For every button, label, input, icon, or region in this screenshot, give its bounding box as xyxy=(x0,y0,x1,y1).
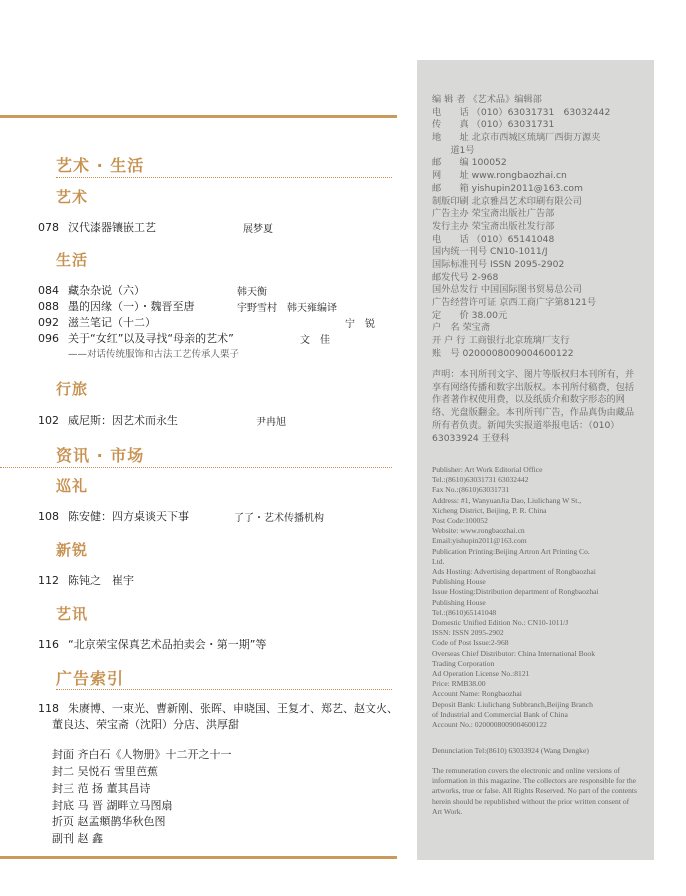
section-sub-life: 生活 xyxy=(56,251,89,269)
info-line-en: Issue Hosting:Distribution department of Rongbaozhai xyxy=(432,587,599,597)
info-line: 定 价 38.00元 xyxy=(432,309,508,321)
info-line-en: Ltd. xyxy=(432,556,445,566)
info-line: 传 真 （010）63031731 xyxy=(432,119,555,131)
info-line: 制版印刷 北京雅昌艺术印刷有限公司 xyxy=(432,195,582,207)
toc-title: 墨的因缘（一）・魏晋至唐 xyxy=(68,300,195,313)
info-line-en: Price: RMB38.00 xyxy=(432,679,486,689)
toc-title: 陈安健：四方桌谈天下事 xyxy=(68,510,189,523)
toc-entry[interactable] xyxy=(38,330,234,346)
info-line: 账 号 0200008009004600122 xyxy=(432,347,574,359)
publication-info-cn xyxy=(432,94,610,360)
section-sub-art: 艺术 xyxy=(56,188,89,206)
info-line-en: Xicheng District, Beijing, P. R. China xyxy=(432,505,547,515)
info-line-en: Publishing House xyxy=(432,597,486,607)
toc-entry[interactable] xyxy=(38,412,178,428)
cover-credit: 副刊 赵 鑫 xyxy=(52,832,103,845)
info-line-en: Account Name: Rongbaozhai xyxy=(432,689,522,699)
toc-subtitle: ——对话传统服饰和古法工艺传承人栗子 xyxy=(68,349,240,360)
toc-page: 108 xyxy=(38,510,59,523)
toc-author: 展梦夏 xyxy=(243,224,273,235)
info-line-en: Email:yishupin2011@163.com xyxy=(432,536,527,546)
info-line: 道1号 xyxy=(432,144,475,156)
toc-entry[interactable] xyxy=(38,508,189,524)
info-line: 广告经营许可证 京西工商广字第8121号 xyxy=(432,297,597,308)
cover-credit: 封面 齐白石《人物册》十二开之十一 xyxy=(52,748,232,761)
info-line: 国际标准刊号 ISSN 2095-2902 xyxy=(432,258,565,270)
toc-entry[interactable] xyxy=(38,636,266,652)
bottom-rule xyxy=(0,856,397,859)
info-line: 邮发代号 2-968 xyxy=(432,271,499,283)
info-line-en: ISSN: ISSN 2095-2902 xyxy=(432,628,504,638)
info-line: 国外总发行 中国国际图书贸易总公司 xyxy=(432,284,582,296)
info-line-en: Account No.: 0200008009004600122 xyxy=(432,720,547,730)
info-line-en: Tel.:(8610)63031731 63032442 xyxy=(432,475,529,485)
toc-author: 韩天衡 xyxy=(237,287,267,298)
info-line-en: Fax No.:(8610)63031731 xyxy=(432,485,510,495)
info-line-en: Ad Operation License No.:8121 xyxy=(432,669,530,679)
top-rule xyxy=(0,115,397,118)
toc-page: 078 xyxy=(38,221,59,234)
toc-title: 威尼斯：因艺术而永生 xyxy=(68,414,178,427)
toc-author: 尹冉旭 xyxy=(256,417,286,428)
toc-author: 宁 锐 xyxy=(345,319,375,330)
denunciation-tel: Denunciation Tel:(8610) 63033924 (Wang Dengke) xyxy=(432,746,589,755)
ad-index-entry[interactable] xyxy=(38,700,398,716)
toc-page: 102 xyxy=(38,414,59,427)
copyright-declaration: 声明：本刊所刊文字、图片等版权归本刊所有，并享有网络传播和数字出版权。本刊所付稿费，包括作者著作权使用费，以及纸质介和数字形态的网络、光盘版翻金。本刊所刊广告，作品真伪由藏品所有者负责。新闻失实报道举报电话：（010）63033924 王登科 xyxy=(432,369,635,444)
info-line: 网 址 www.rongbaozhai.cn xyxy=(432,170,567,182)
info-line: 电 话 （010）65141048 xyxy=(432,233,555,245)
toc-entry[interactable] xyxy=(38,219,156,235)
info-line: 电 话 （010）63031731 63032442 xyxy=(432,106,611,118)
info-line-en: Address: #1, WanyuanJia Dao, Liulichang W St., xyxy=(432,495,582,505)
info-line: 广告主办 荣宝斋出版社广告部 xyxy=(432,208,555,220)
info-line-en: Website: www.rongbaozhai.cn xyxy=(432,526,525,536)
info-line-en: Ads Hosting: Advertising department of Rongbaozhai xyxy=(432,567,596,577)
info-line-en: of Industrial and Commercial Bank of China xyxy=(432,709,568,719)
toc-page: 096 xyxy=(38,332,59,345)
remuneration-notice: The remuneration covers the electronic and online versions of information in this magazine. The collectors are responsible for the artworks, true or false. All Rights Reserved. No part of the contents herein should be republished without the prior written consent of Art Work. xyxy=(432,766,637,816)
toc-title: 陈钝之 崔宇 xyxy=(68,574,134,587)
cover-credit: 封底 马 晋 湖畔立马图扇 xyxy=(52,799,173,812)
section-title-art-life: 艺术 · 生活 xyxy=(56,156,145,175)
ad-index-line-1: 朱赓博、一束光、曹新刚、张晖、申晓国、王复才、郑艺、赵文火、 xyxy=(68,702,398,715)
section-sub-travel: 行旅 xyxy=(56,380,89,398)
info-line-en: Publishing House xyxy=(432,577,486,587)
toc-title: 汉代漆器镶嵌工艺 xyxy=(68,221,156,234)
info-line-en: Code of Post Issue:2-968 xyxy=(432,638,509,648)
dotted-divider xyxy=(56,689,392,690)
toc-author: 了了・艺术传播机构 xyxy=(234,513,324,524)
publication-info-en xyxy=(432,465,637,730)
toc-entry[interactable] xyxy=(38,314,156,330)
section-sub-tour: 巡礼 xyxy=(56,477,89,495)
info-line: 发行主办 荣宝斋出版社发行部 xyxy=(432,220,555,232)
toc-page: 088 xyxy=(38,300,59,313)
info-line-en: Post Code:100052 xyxy=(432,516,488,526)
toc-page: 092 xyxy=(38,316,59,329)
toc-page: 118 xyxy=(38,702,59,715)
info-line-en: Overseas Chief Distributor: China International Book xyxy=(432,648,596,658)
toc-title: 滋兰笔记（十二） xyxy=(68,316,156,329)
info-line-en: Domestic Unified Edition No.: CN10-1011/J xyxy=(432,618,569,628)
toc-page: 116 xyxy=(38,638,59,651)
toc-entry[interactable] xyxy=(38,572,134,588)
section-title-news-market: 资讯 · 市场 xyxy=(56,446,145,465)
cover-credit: 封二 吴悦石 雪里芭蕉 xyxy=(52,765,158,778)
info-line: 户 名 荣宝斋 xyxy=(432,322,491,334)
section-sub-newcomer: 新锐 xyxy=(56,541,89,559)
section-title-ad-index: 广告索引 xyxy=(56,669,125,688)
toc-entry[interactable] xyxy=(38,298,195,314)
info-line-en: Publisher: Art Work Editorial Office xyxy=(432,465,543,474)
toc-author: 文 佳 xyxy=(300,335,330,346)
cover-credit: 折页 赵孟頫鹊华秋色图 xyxy=(52,815,166,828)
info-line-en: Deposit Bank: Liulichang Subbranch,Beijing Branch xyxy=(432,699,593,709)
section-sub-arena: 艺讯 xyxy=(56,605,89,623)
dotted-divider xyxy=(0,467,392,468)
toc-page: 084 xyxy=(38,284,59,297)
info-line: 地 址 北京市西城区琉璃厂西街万源夹 xyxy=(432,132,601,144)
toc-title: “北京荣宝保真艺术品拍卖会・第一期”等 xyxy=(68,638,267,651)
info-line-en: Tel.:(8610)65141048 xyxy=(432,607,497,617)
toc-title: 藏杂杂说（六） xyxy=(68,284,145,297)
info-line: 编 辑 者 《艺术品》编辑部 xyxy=(432,94,542,105)
info-line-en: Trading Corporation xyxy=(432,658,495,668)
toc-title: 关于“女红”以及寻找“母亲的艺术” xyxy=(68,332,234,345)
cover-credit: 封三 范 扬 董其昌诗 xyxy=(52,782,151,795)
info-line-en: Publication Printing:Beijing Artron Art Printing Co. xyxy=(432,546,590,556)
dotted-divider xyxy=(56,177,392,178)
toc-page: 112 xyxy=(38,574,59,587)
toc-author: 宇野雪村 韩天雍编译 xyxy=(237,303,337,314)
info-line: 邮 编 100052 xyxy=(432,157,507,169)
info-line: 国内统一刊号 CN10-1011/J xyxy=(432,246,548,258)
info-line: 开 户 行 工商银行北京琉璃厂支行 xyxy=(432,335,570,347)
ad-index-line-2: 董良达、荣宝斋（沈阳）分店、洪厚甜 xyxy=(52,718,239,731)
info-line: 邮 箱 yishupin2011@163.com xyxy=(432,182,583,194)
toc-entry[interactable] xyxy=(38,282,145,298)
